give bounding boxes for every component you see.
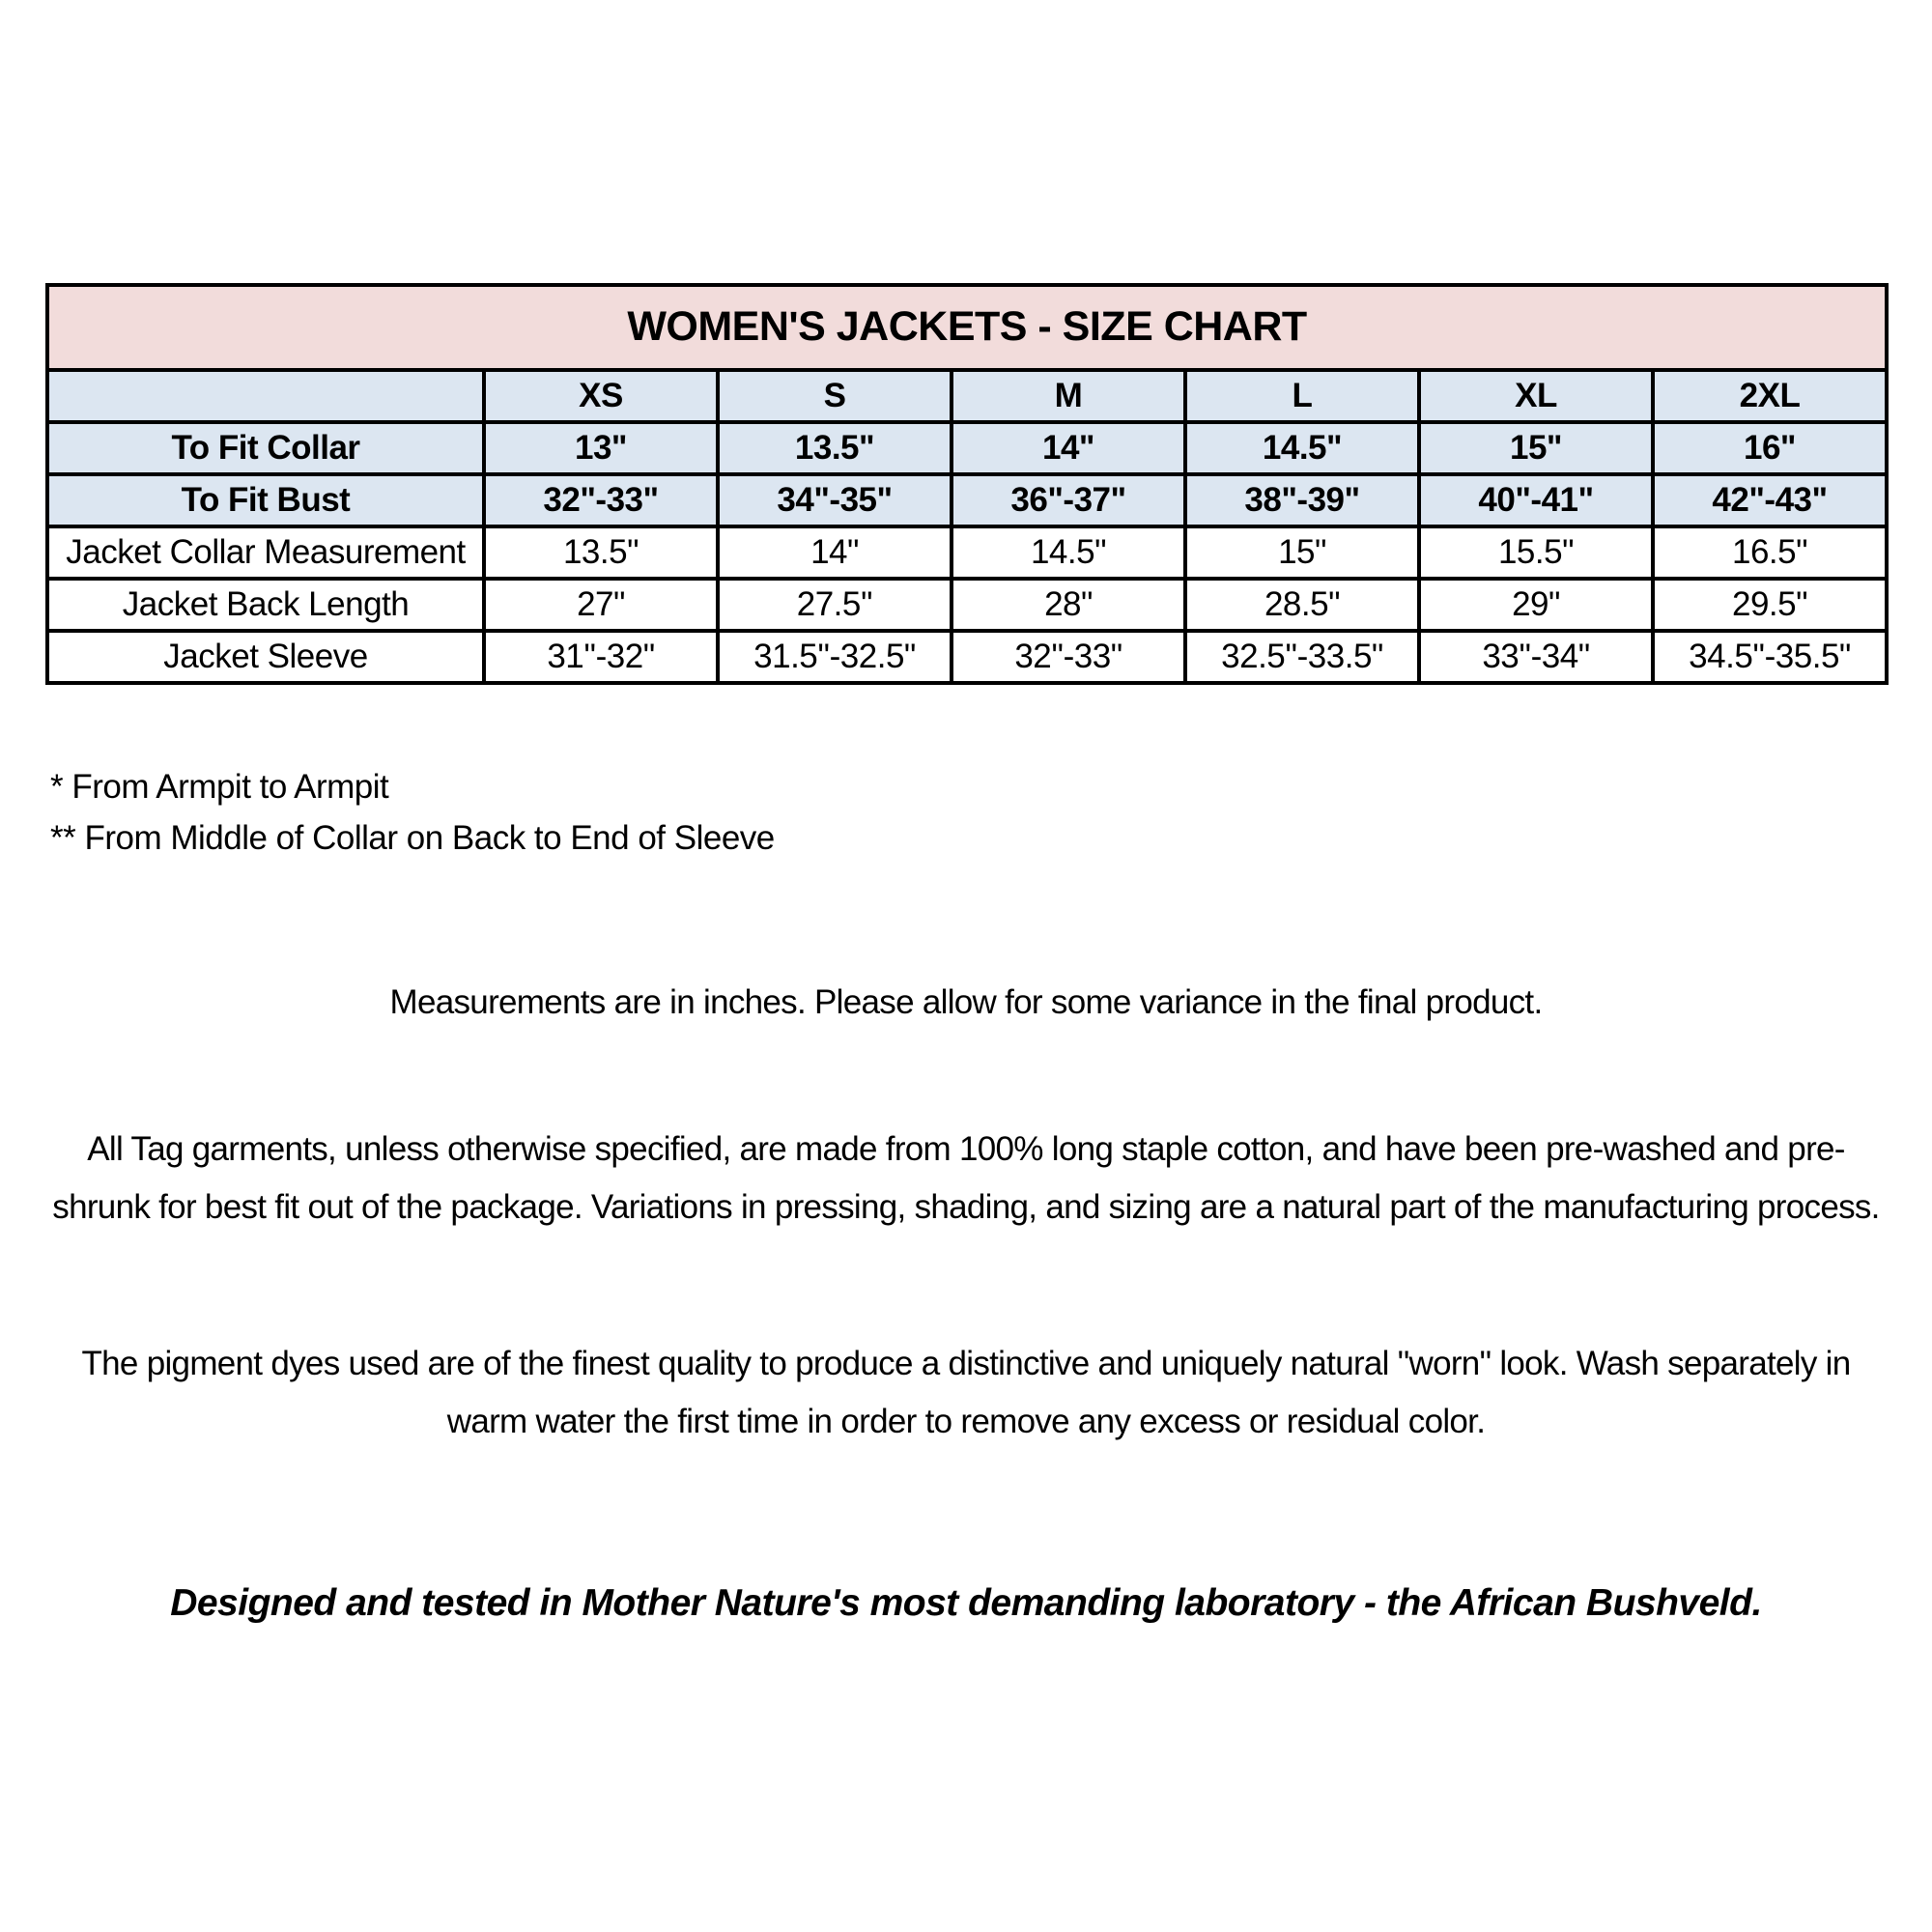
size-value-cell: 15" [1185,526,1419,579]
size-value-cell: 40"-41" [1419,474,1653,526]
row-label: To Fit Bust [47,474,484,526]
size-value-cell: 13.5" [484,526,718,579]
size-value-cell: 14" [718,526,952,579]
size-value-cell: 16.5" [1653,526,1887,579]
size-value-cell: 32"-33" [484,474,718,526]
size-value-cell: 33''-34" [1419,631,1653,683]
size-value-cell: 42"-43" [1653,474,1887,526]
note-dyes: The pigment dyes used are of the finest quality to produce a distinctive and uniquely natural "worn" look. Wash separately in warm water the first time in order to remove any excess or residual color. [81,1345,1851,1441]
size-value-cell: 15" [1419,422,1653,474]
size-value-cell: 38"-39" [1185,474,1419,526]
table-row-jacket-sleeve [47,631,1887,683]
table-row-to-fit-bust [47,474,1887,526]
column-header-2xl: 2XL [1653,370,1887,422]
size-value-cell: 13.5" [718,422,952,474]
column-header-blank [47,370,484,422]
size-value-cell: 14.5" [952,526,1185,579]
size-value-cell: 27.5'' [718,579,952,631]
size-chart-table [45,283,1889,685]
table-title-row [47,285,1887,370]
footnote-sleeve: ** From Middle of Collar on Back to End of Sleeve [50,819,775,858]
footer-tagline: Designed and tested in Mother Nature's most demanding laboratory - the African Bushveld. [170,1582,1762,1624]
row-label: Jacket Back Length [47,579,484,631]
size-value-cell: 14.5" [1185,422,1419,474]
size-value-cell: 36"-37" [952,474,1185,526]
table-title: WOMEN'S JACKETS - SIZE CHART [47,285,1887,370]
size-value-cell: 16" [1653,422,1887,474]
size-value-cell: 27" [484,579,718,631]
column-header-xl: XL [1419,370,1653,422]
table-row-to-fit-collar [47,422,1887,474]
footnotes [50,761,775,864]
size-value-cell: 34"-35" [718,474,952,526]
size-value-cell: 28" [952,579,1185,631]
note-garments: All Tag garments, unless otherwise specified, are made from 100% long staple cotton, and have been pre-washed and pre-shrunk for best fit out of the package. Variations in pressing, shading, and sizing are a natural part of the manufacturing process. [52,1130,1880,1227]
size-value-cell: 13" [484,422,718,474]
column-header-m: M [952,370,1185,422]
size-value-cell: 31''-32" [484,631,718,683]
footnote-armpit: * From Armpit to Armpit [50,768,389,806]
row-label: Jacket Collar Measurement [47,526,484,579]
size-value-cell: 31.5''-32.5" [718,631,952,683]
column-header-s: S [718,370,952,422]
row-label: Jacket Sleeve [47,631,484,683]
size-value-cell: 15.5" [1419,526,1653,579]
size-value-cell: 32''-33" [952,631,1185,683]
table-row-jacket-back-length [47,579,1887,631]
note-measurements: Measurements are in inches. Please allow for some variance in the final product. [389,983,1543,1021]
size-value-cell: 32.5''-33.5" [1185,631,1419,683]
size-value-cell: 28.5" [1185,579,1419,631]
size-value-cell: 29" [1419,579,1653,631]
table-row-jacket-collar-measurement [47,526,1887,579]
size-value-cell: 14" [952,422,1185,474]
column-header-xs: XS [484,370,718,422]
row-label: To Fit Collar [47,422,484,474]
size-value-cell: 29.5" [1653,579,1887,631]
column-header-l: L [1185,370,1419,422]
size-value-cell: 34.5''-35.5" [1653,631,1887,683]
table-header-row [47,370,1887,422]
